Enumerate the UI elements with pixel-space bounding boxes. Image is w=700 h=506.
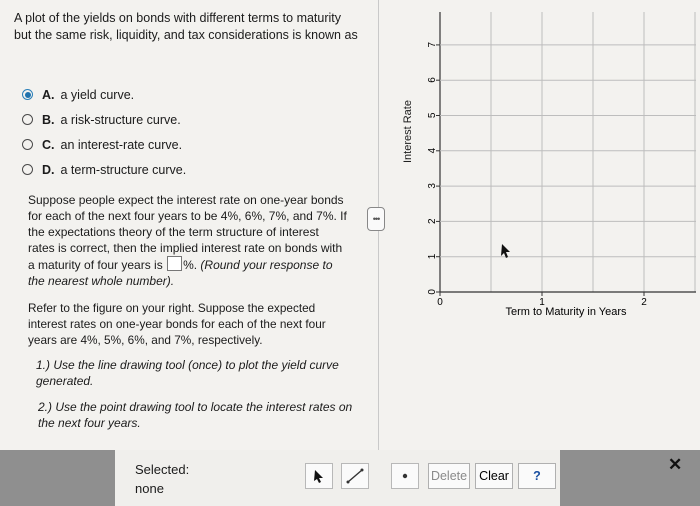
chart-grid [440, 12, 696, 292]
line-tool-button[interactable] [341, 463, 369, 489]
cursor-arrow-icon [501, 244, 510, 258]
resize-handle[interactable]: ••• [367, 207, 385, 231]
option-letter: C. [42, 137, 55, 152]
y-tick-label: 2 [427, 218, 438, 224]
pointer-icon [313, 469, 325, 483]
bottom-toolbar [0, 450, 700, 506]
x-tick-label: 2 [641, 297, 647, 308]
question-text: A plot of the yields on bonds with different terms to maturity but the same risk, liquidity, and tax considerations is known as [14, 11, 358, 42]
option-label: an interest-rate curve. [60, 137, 183, 152]
rounding-note: (Round your response to the nearest whole number). [28, 258, 333, 288]
y-tick-label: 0 [427, 289, 438, 295]
y-tick-label: 5 [427, 112, 438, 119]
close-icon[interactable]: ✕ [668, 455, 683, 474]
selected-label: Selected: [135, 462, 190, 477]
x-axis-title: Term to Maturity in Years [505, 306, 627, 318]
expectations-text: Suppose people expect the interest rate on one-year bonds for each of the next four years to be 4%, 6%, 7%, and 7%. If the expectations theory of the term structure of interest rates is correct, then the implied interest rate on bonds with a maturity of four years is [28, 193, 347, 272]
y-tick-label: 6 [427, 77, 438, 83]
chart-ticks [427, 41, 700, 308]
option-label: a risk-structure curve. [60, 112, 181, 127]
y-axis-title: Interest Rate [402, 100, 414, 163]
selected-value: none [135, 481, 164, 496]
figure-intro: Refer to the figure on your right. Suppose the expected interest rates on one-year bonds for each of the next four years are 4%, 5%, 6%, and 7%, respectively. [28, 301, 326, 347]
pointer-tool-button[interactable] [305, 463, 333, 489]
instruction-2-text: 2.) Use the point drawing tool to locate the interest rates on the next four years. [38, 400, 353, 430]
tool-panel [115, 450, 560, 506]
option-letter: A. [42, 87, 55, 102]
line-drawing-icon [346, 468, 364, 484]
x-tick-label: 1 [539, 297, 545, 308]
instruction-1-text: 1.) Use the line drawing tool (once) to plot the yield curve generated. [36, 358, 339, 388]
clear-button[interactable]: Clear [475, 463, 513, 489]
y-tick-label: 7 [427, 41, 438, 48]
y-tick-label: 4 [427, 147, 438, 154]
y-tick-label: 3 [427, 183, 438, 189]
y-tick-label: 1 [427, 253, 438, 260]
percent-unit: %. [183, 258, 198, 272]
option-label: a term-structure curve. [60, 162, 187, 177]
option-letter: D. [42, 162, 55, 177]
delete-button[interactable]: Delete [428, 463, 470, 489]
option-letter: B. [42, 112, 55, 127]
point-drawing-icon [399, 470, 411, 482]
x-tick-label: 0 [437, 297, 443, 308]
option-label: a yield curve. [60, 87, 135, 102]
point-tool-button[interactable] [391, 463, 419, 489]
help-button[interactable]: ? [518, 463, 556, 489]
